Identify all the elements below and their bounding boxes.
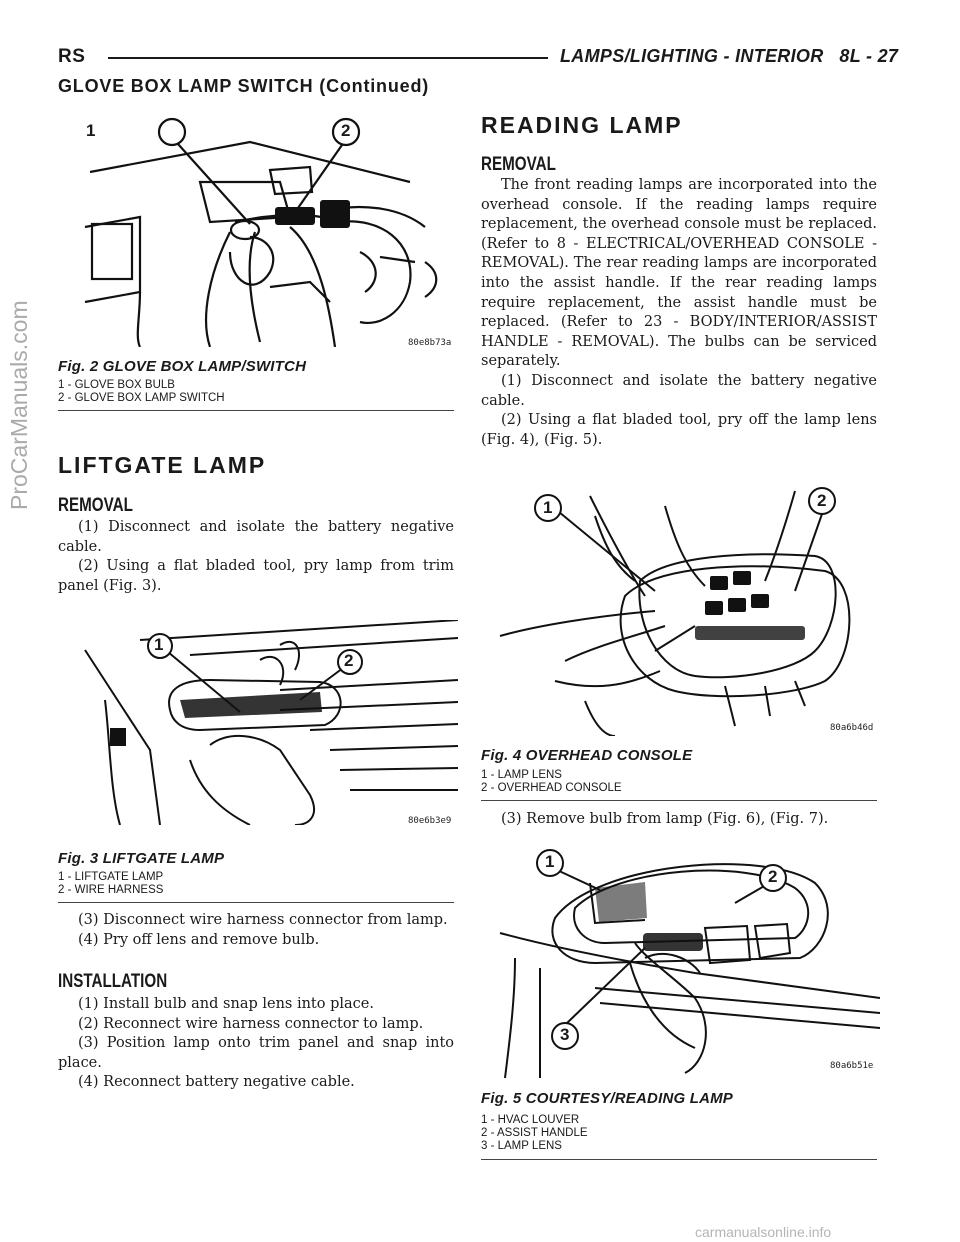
liftgate-removal-steps-cont xyxy=(58,911,454,950)
fig3-callout-1: 1 xyxy=(154,635,164,654)
liftgate-heading: LIFTGATE LAMP xyxy=(58,452,267,478)
fig5-code: 80a6b51e xyxy=(830,1061,874,1071)
fig4-callout-1: 1 xyxy=(543,498,553,517)
fig2-legend-item: 1 - GLOVE BOX BULB xyxy=(58,379,175,391)
liftgate-removal-steps xyxy=(58,518,454,596)
fig3-callout-2: 2 xyxy=(344,651,354,670)
fig4-legend-item: 1 - LAMP LENS xyxy=(481,769,562,781)
fig2-callout-2: 2 xyxy=(341,121,351,140)
reading-step: (2) Using a flat bladed tool, pry off the lamp lens (Fig. 4), (Fig. 5). xyxy=(481,412,877,448)
fig5-title: Fig. 5 COURTESY/READING LAMP xyxy=(481,1090,734,1107)
fig2-callout-1: 1 xyxy=(86,121,96,140)
reading-step3-text xyxy=(481,810,877,830)
liftgate-removal-step: (2) Using a flat bladed tool, pry lamp from trim panel (Fig. 3). xyxy=(58,558,454,594)
fig5-illustration xyxy=(495,848,880,1078)
fig3-legend xyxy=(58,871,163,897)
header-section-code: RS xyxy=(58,46,86,67)
reading-step: (1) Disconnect and isolate the battery negative cable. xyxy=(481,372,877,409)
liftgate-installation-step: (1) Install bulb and snap lens into place. xyxy=(78,996,374,1012)
fig5-legend xyxy=(481,1114,588,1153)
fig2-callout-1-circle xyxy=(159,119,185,145)
header-chapter: LAMPS/LIGHTING - INTERIOR xyxy=(560,46,824,66)
fig3-legend-item: 1 - LIFTGATE LAMP xyxy=(58,871,164,883)
fig3-title: Fig. 3 LIFTGATE LAMP xyxy=(58,850,225,867)
side-watermark: ProCarManuals.com xyxy=(6,300,32,510)
fig4-callout-2: 2 xyxy=(817,491,827,510)
header-title xyxy=(560,46,898,67)
fig4-rule xyxy=(481,800,877,801)
fig5-callout-2: 2 xyxy=(768,867,778,886)
reading-intro: The front reading lamps are incorporated into the overhead console. If the reading lamps require replacement, the overhead console must be replaced. (Refer to 8 - ELECTRICAL/OVERHEAD CONSOLE - REMOVAL). The rear reading lamps are incorporated into the assist handle. If the rear reading lamps require replacement, the assist handle must be replaced. (Refer to 23 - BODY/INTERIOR/ASSIST HANDLE - REMOVAL). The bulbs can be serviced separately. xyxy=(481,177,877,370)
fig2-illustration xyxy=(80,112,460,347)
fig3-legend-item: 2 - WIRE HARNESS xyxy=(58,884,164,896)
liftgate-installation-step: (4) Reconnect battery negative cable. xyxy=(78,1074,355,1091)
header-rule xyxy=(108,57,548,59)
fig4-title: Fig. 4 OVERHEAD CONSOLE xyxy=(481,747,693,764)
fig4-illustration xyxy=(495,486,880,736)
liftgate-installation-step: (2) Reconnect wire harness connector to lamp. xyxy=(78,1015,424,1032)
reading-step: (3) Remove bulb from lamp (Fig. 6), (Fig. 7). xyxy=(501,811,829,827)
fig2-legend-item: 2 - GLOVE BOX LAMP SWITCH xyxy=(58,392,225,404)
fig3-rule xyxy=(58,902,454,903)
reading-heading: READING LAMP xyxy=(481,112,683,138)
reading-removal-heading: REMOVAL xyxy=(481,154,556,175)
fig5-legend-item: 2 - ASSIST HANDLE xyxy=(481,1127,588,1139)
liftgate-installation-steps xyxy=(58,995,454,1093)
liftgate-installation-heading: INSTALLATION xyxy=(58,971,168,992)
fig2-code: 80e8b73a xyxy=(408,338,452,348)
footer-watermark: carmanualsonline.info xyxy=(695,1224,832,1240)
fig5-legend-item: 3 - LAMP LENS xyxy=(481,1140,562,1152)
liftgate-removal-step: (1) Disconnect and isolate the battery negative cable. xyxy=(58,519,454,555)
liftgate-installation-step: (3) Position lamp onto trim panel and snap into place. xyxy=(58,1035,454,1071)
fig4-code: 80a6b46d xyxy=(830,723,874,733)
liftgate-removal-step: (3) Disconnect wire harness connector from lamp. xyxy=(78,912,448,928)
fig2-title: Fig. 2 GLOVE BOX LAMP/SWITCH xyxy=(58,358,307,375)
fig5-callout-1: 1 xyxy=(545,852,555,871)
liftgate-removal-step: (4) Pry off lens and remove bulb. xyxy=(78,931,320,948)
header-page-number: 8L - 27 xyxy=(839,46,899,66)
fig2-legend xyxy=(58,379,225,405)
fig3-code: 80e6b3e9 xyxy=(408,816,452,826)
fig4-legend-item: 2 - OVERHEAD CONSOLE xyxy=(481,782,622,794)
fig4-legend xyxy=(481,769,622,795)
fig5-legend-item: 1 - HVAC LOUVER xyxy=(481,1114,580,1126)
fig2-rule xyxy=(58,410,454,411)
reading-removal-text xyxy=(481,176,877,450)
continued-title: GLOVE BOX LAMP SWITCH (Continued) xyxy=(58,76,430,96)
liftgate-removal-heading: REMOVAL xyxy=(58,495,133,516)
fig5-rule xyxy=(481,1159,877,1160)
fig5-callout-3: 3 xyxy=(560,1025,570,1044)
fig3-illustration xyxy=(80,620,458,825)
